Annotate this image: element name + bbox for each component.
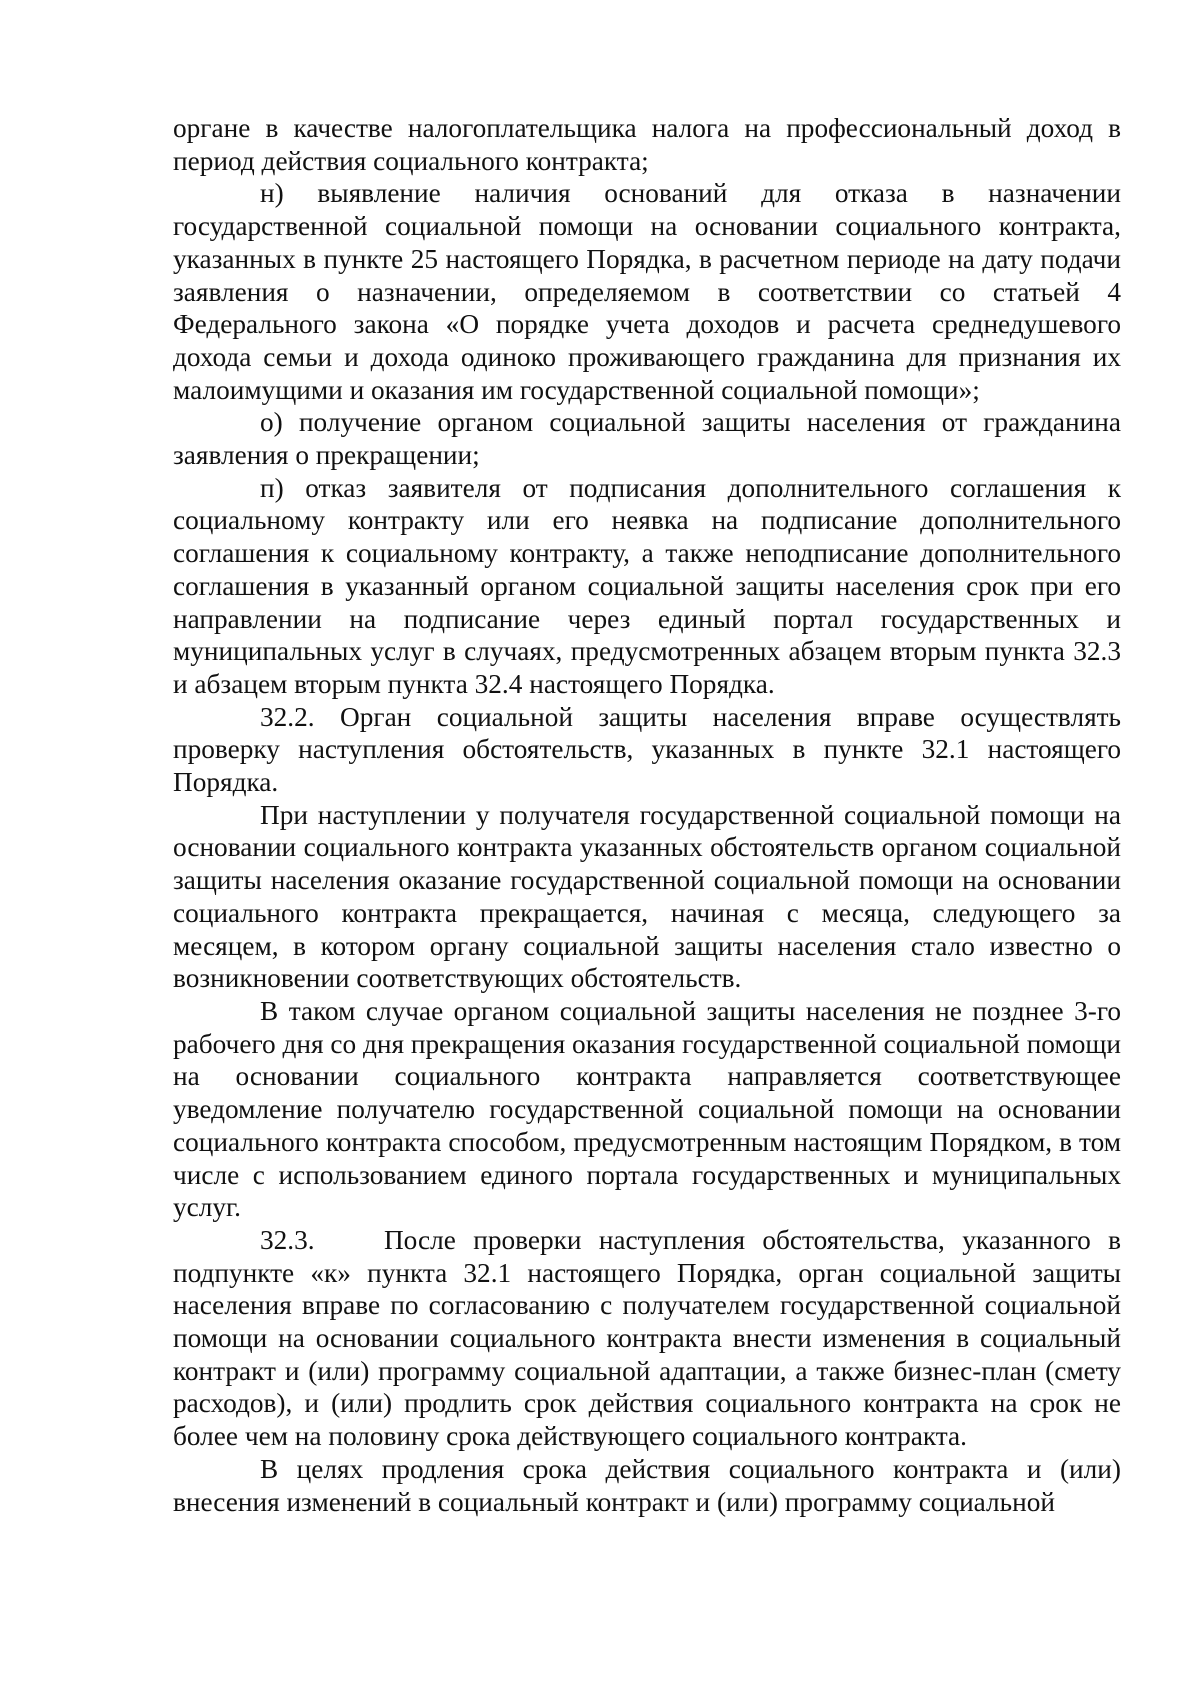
paragraph-continuation: органе в качестве налогоплательщика налога на профессиональный доход в период действия социального контракта; xyxy=(173,113,1121,176)
document-page xyxy=(173,112,1128,1518)
paragraph-extension: В целях продления срока действия социального контракта и (или) внесения изменений в социальный контракт и (или) программу социальной xyxy=(173,1453,1121,1517)
paragraph-notification: В таком случае органом социальной защиты населения не позднее 3-го рабочего дня со дня прекращения оказания государственной социальной помощи на основании социального контракта направляется соответствующее уведомление получателю государственной социальной помощи на основании социального контракта способом, предусмотренным настоящим Порядком, в том числе с использованием единого портала государственных и муниципальных услуг. xyxy=(173,995,1121,1223)
paragraph-termination: При наступлении у получателя государственной социальной помощи на основании социального контракта указанных обстоятельств органом социальной защиты населения оказание государственной социальной помощи на основании социального контракта прекращается, начиная с месяца, следующего за месяцем, в котором органу социальной защиты населения стало известно о возникновении соответствующих обстоятельств. xyxy=(173,799,1121,994)
paragraph-32-2: 32.2. Орган социальной защиты населения вправе осуществлять проверку наступления обстоятельств, указанных в пункте 32.1 настоящего Порядка. xyxy=(173,701,1121,798)
paragraph-item-p: п) отказ заявителя от подписания дополнительного соглашения к социальному контракту или его неявка на подписание дополнительного соглашения к социальному контракту, а также неподписание дополнительного соглашения в указанный органом социальной защиты населения срок при его направлении на подписание через единый портал государственных и муниципальных услуг в случаях, предусмотренных абзацем вторым пункта 32.3 и абзацем вторым пункта 32.4 настоящего Порядка. xyxy=(173,472,1121,699)
paragraph-item-o: о) получение органом социальной защиты населения от гражданина заявления о прекращении; xyxy=(173,407,1121,471)
paragraph-32-3: 32.3. После проверки наступления обстоятельства, указанного в подпункте «к» пункта 32.1 настоящего Порядка, орган социальной защиты населения вправе по согласованию с получателем государственной социальной помощи на основании социального контракта внести изменения в социальный контракт и (или) программу социальной адаптации, а также бизнес-план (смету расходов), и (или) продлить срок действия социального контракта на срок не более чем на половину срока действующего социального контракта. xyxy=(173,1224,1128,1452)
paragraph-item-n: н) выявление наличия оснований для отказа в назначении государственной социальной помощи на основании социального контракта, указанных в пункте 25 настоящего Порядка, в расчетном периоде на дату подачи заявления о назначении, определяемом в соответствии со статьей 4 Федерального закона «О порядке учета доходов и расчета среднедушевого дохода семьи и дохода одиноко проживающего гражданина для признания их малоимущими и оказания им государственной социальной помощи»; xyxy=(173,178,1121,405)
